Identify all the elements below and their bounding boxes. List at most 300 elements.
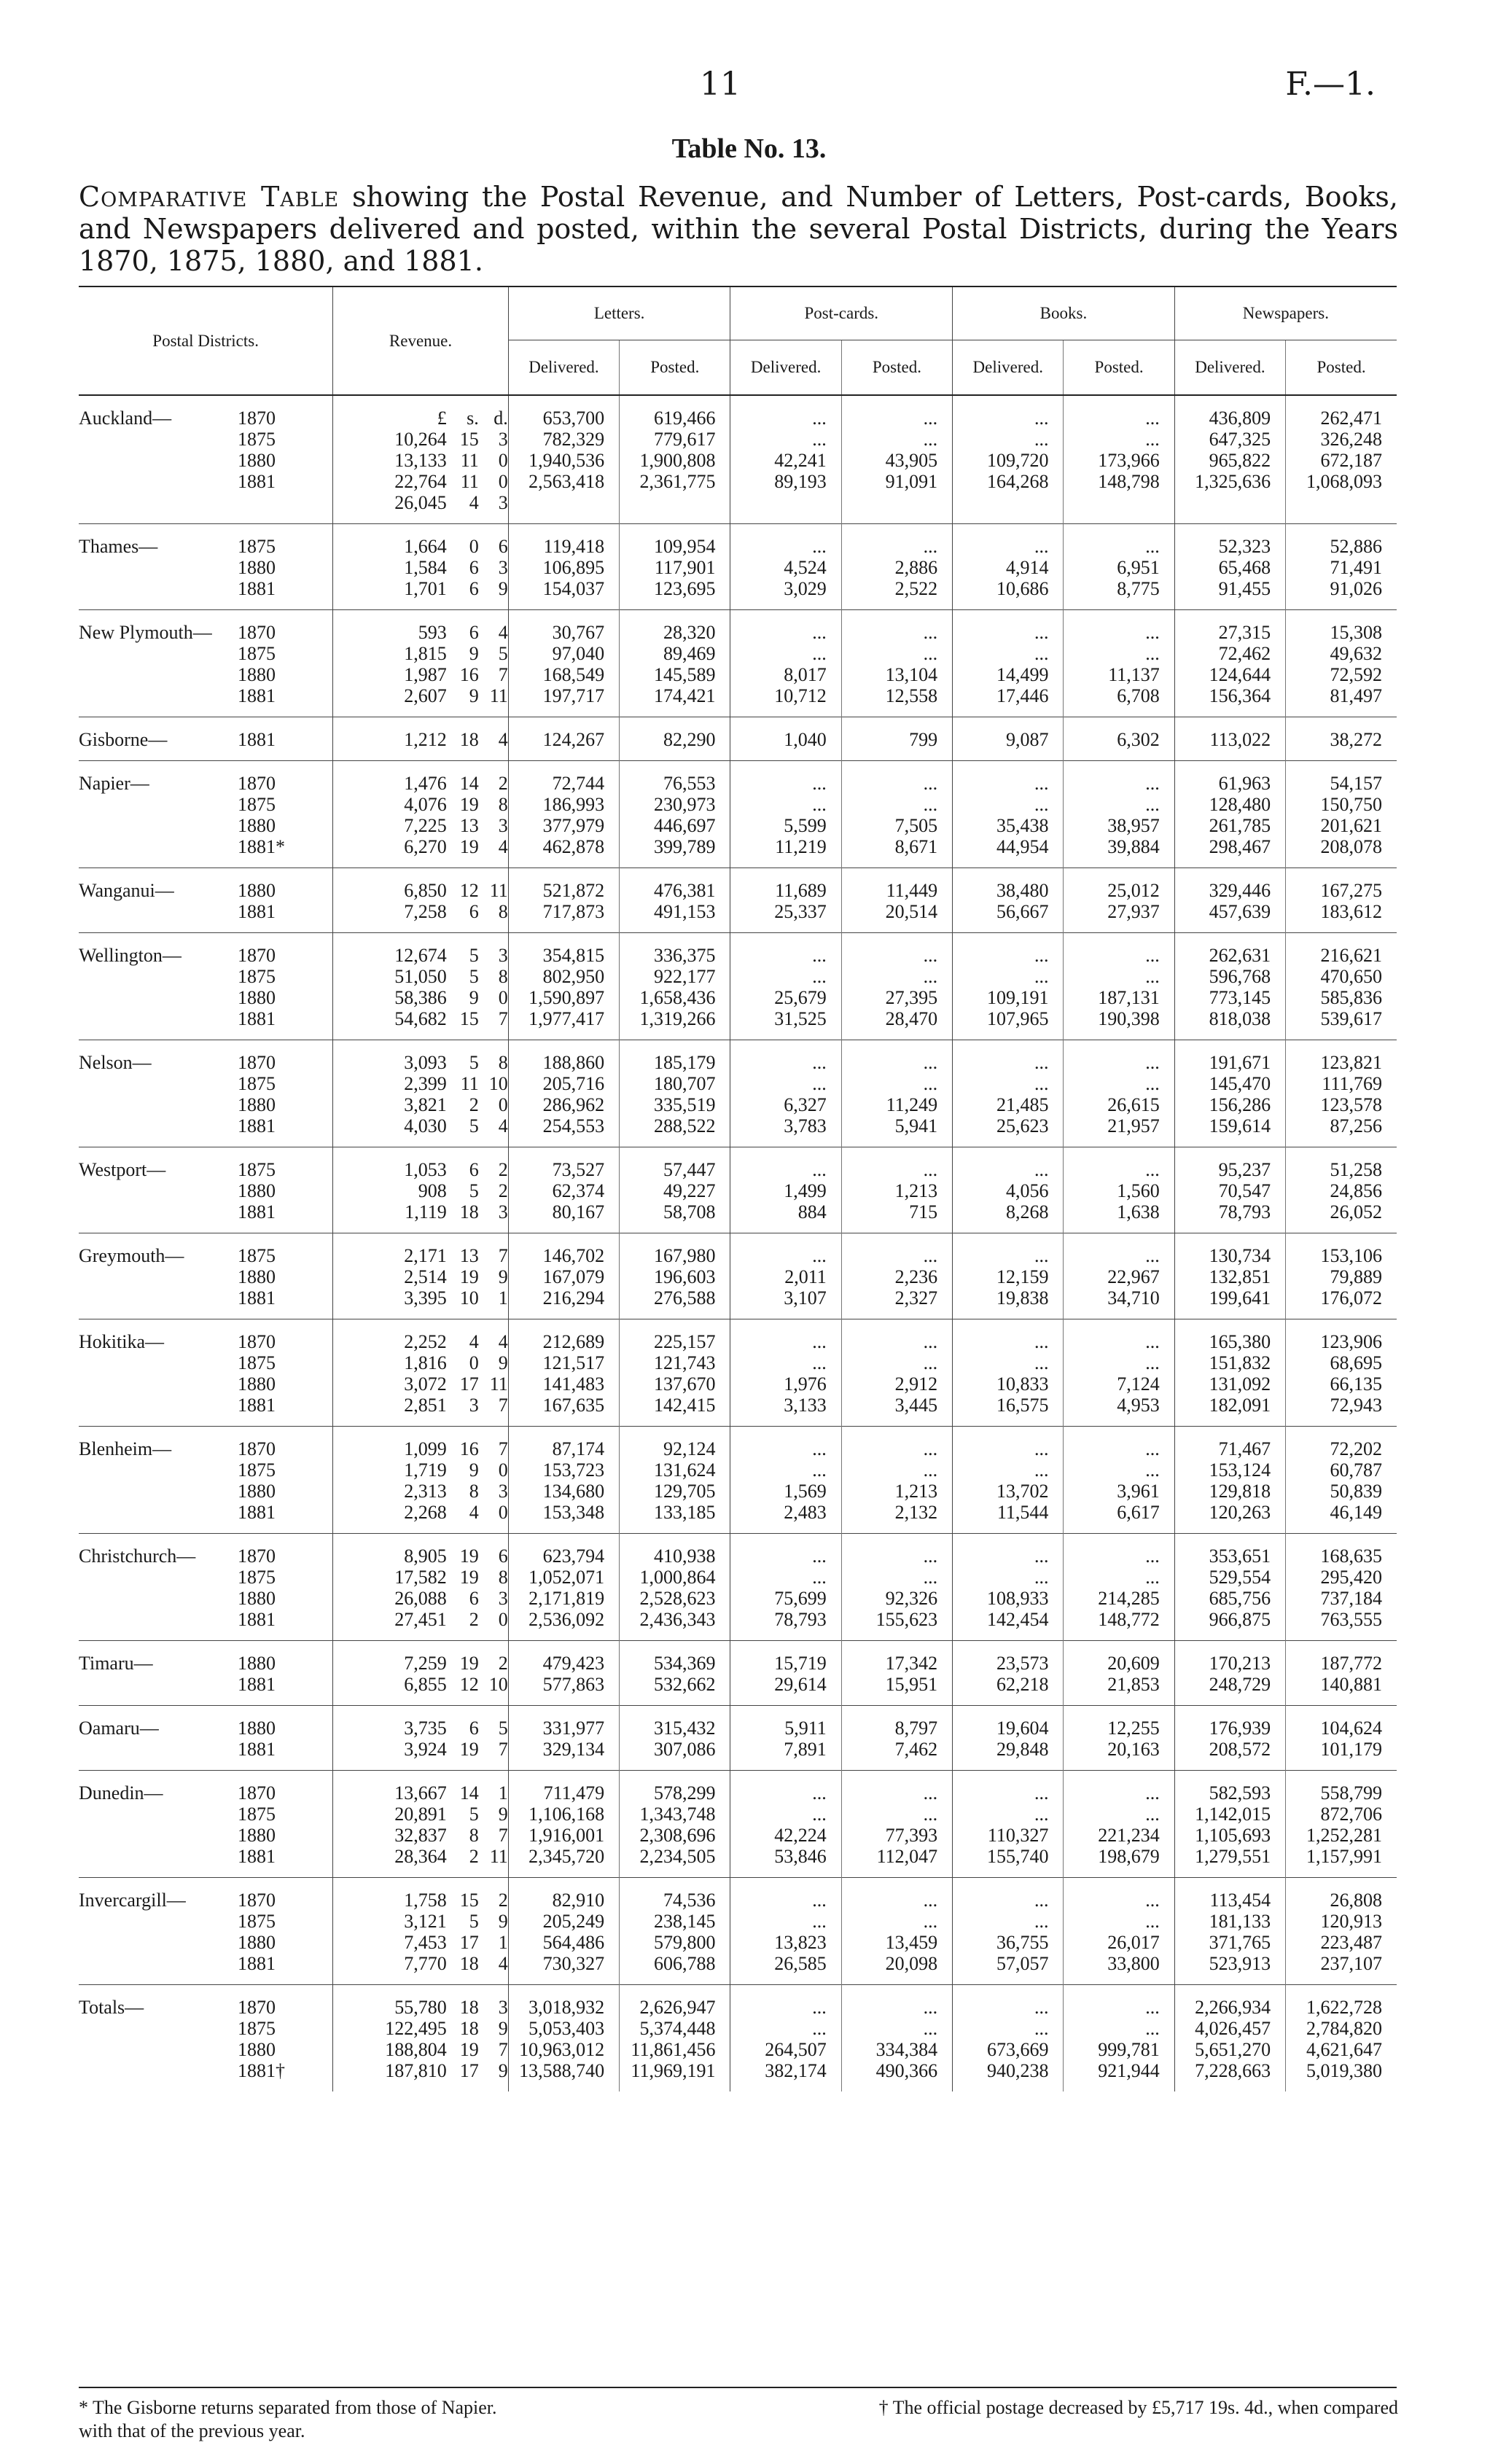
table-cell: 737,184 (1320, 1588, 1382, 1609)
table-cell: 113,454 (1209, 1890, 1271, 1911)
table-cell: 262,631 (1209, 945, 1271, 966)
table-cell: 142,415 (653, 1395, 716, 1416)
table-cell: 49,632 (1330, 643, 1382, 664)
table-cell: 19,838 (996, 1287, 1049, 1309)
table-cell: ... (1145, 643, 1160, 664)
year-label: 1880 (238, 557, 276, 578)
table-cell: ... (923, 1073, 938, 1094)
year-label: 1880 (238, 880, 276, 901)
currency-unit: s. (467, 408, 479, 429)
table-cell: ... (923, 1159, 938, 1180)
header-news-posted: Posted. (1286, 340, 1397, 396)
table-cell: 6,708 (1117, 685, 1160, 706)
table-cell: 38,480 (996, 880, 1049, 901)
table-row (79, 1878, 1397, 1985)
table-cell: 91,091 (885, 471, 938, 492)
header-newspapers: Newspapers. (1174, 286, 1397, 340)
table-cell: 5,911 (784, 1718, 827, 1739)
table-cell: 20,609 (1107, 1653, 1160, 1674)
table-cell: 479,423 (542, 1653, 605, 1674)
table-row (79, 1040, 1397, 1147)
revenue-value: 2,399 11 10 (404, 1073, 508, 1094)
table-cell: ... (1034, 1159, 1049, 1180)
table-cell: ... (812, 2018, 827, 2039)
year-label: 1881 (238, 1395, 276, 1416)
table-cell: 12,255 (1107, 1718, 1160, 1739)
table-cell: 470,650 (1320, 966, 1382, 987)
table-cell: ... (923, 1245, 938, 1266)
table-cell: ... (1145, 1159, 1160, 1180)
header-postcards: Post-cards. (730, 286, 953, 340)
year-label: 1881 (238, 901, 276, 922)
table-cell: 111,769 (1322, 1073, 1382, 1094)
table-cell: ... (923, 966, 938, 987)
table-cell: ... (923, 2018, 938, 2039)
table-cell: 1,052,071 (528, 1567, 605, 1588)
table-cell: 117,901 (654, 557, 716, 578)
table-cell: 11,137 (1108, 664, 1160, 685)
revenue-value: 187,810 17 9 (385, 2060, 508, 2081)
table-cell: 521,872 (542, 880, 605, 901)
table-cell: 462,878 (542, 836, 605, 857)
table-cell: 457,639 (1209, 901, 1271, 922)
revenue-value: 3,735 6 5 (404, 1718, 508, 1739)
revenue-value: 4,076 19 8 (404, 794, 508, 815)
table-cell: 27,315 (1218, 622, 1271, 643)
table-cell: 6,617 (1117, 1502, 1160, 1523)
table-cell: 6,951 (1117, 557, 1160, 578)
table-cell: 191,671 (1209, 1052, 1271, 1073)
table-cell: 3,783 (784, 1115, 827, 1137)
table-cell: 1,040 (784, 729, 827, 750)
table-cell: 25,679 (774, 987, 827, 1008)
year-label: 1880 (238, 987, 276, 1008)
year-label: 1875 (238, 794, 276, 815)
page-number: 11 (700, 66, 741, 103)
table-cell: 921,944 (1098, 2060, 1160, 2081)
header-books-delivered: Delivered. (953, 340, 1064, 396)
table-cell: 5,053,403 (528, 2018, 605, 2039)
table-cell: 2,132 (894, 1502, 938, 1523)
table-cell: 717,873 (542, 901, 605, 922)
table-cell: 276,588 (653, 1287, 716, 1309)
year-label: 1875 (238, 536, 276, 557)
year-label: 1881 (238, 1846, 276, 1867)
table-cell: 2,234,505 (639, 1846, 716, 1867)
table-cell: 1,000,864 (639, 1567, 716, 1588)
table-cell: 43,905 (885, 450, 938, 471)
table-cell: 205,249 (542, 1911, 605, 1932)
table-cell: 13,459 (885, 1932, 938, 1953)
table-cell: ... (1034, 966, 1049, 987)
revenue-value: 20,891 5 9 (394, 1804, 508, 1825)
table-cell: ... (812, 1890, 827, 1911)
table-cell: 4,524 (784, 557, 827, 578)
table-cell: 326,248 (1320, 429, 1382, 450)
table-cell: 187,772 (1320, 1653, 1382, 1674)
revenue-value: 1,584 6 3 (404, 557, 508, 578)
table-cell: 26,052 (1330, 1201, 1382, 1223)
table-cell: 21,485 (996, 1094, 1049, 1115)
table-cell: 109,191 (986, 987, 1049, 1008)
year-label: 1870 (238, 1782, 276, 1804)
table-cell: 145,470 (1209, 1073, 1271, 1094)
table-row (79, 1427, 1397, 1534)
table-cell: 558,799 (1320, 1782, 1382, 1804)
table-cell: ... (1145, 622, 1160, 643)
table-cell: 8,017 (784, 664, 827, 685)
table-cell: 818,038 (1209, 1008, 1271, 1029)
revenue-value: 2,171 13 7 (404, 1245, 508, 1266)
table-cell: 72,202 (1330, 1438, 1382, 1459)
district-name: Wanganui— (79, 880, 174, 901)
table-cell: 82,910 (552, 1890, 605, 1911)
revenue-value: 55,780 18 3 (394, 1997, 508, 2018)
revenue-value: 4,030 5 4 (404, 1115, 508, 1137)
table-cell: 151,832 (1209, 1352, 1271, 1373)
district-group (79, 1040, 1397, 1147)
year-label: 1881 (238, 1201, 276, 1223)
revenue-value: 1,212 18 4 (404, 729, 508, 750)
table-cell: 606,788 (653, 1953, 716, 1974)
table-cell: 91,455 (1218, 578, 1271, 599)
table-cell: 1,157,991 (1306, 1846, 1382, 1867)
table-cell: 11,249 (886, 1094, 938, 1115)
table-cell: 134,680 (542, 1481, 605, 1502)
table-cell: 596,768 (1209, 966, 1271, 987)
table-cell: 10,833 (996, 1373, 1049, 1395)
revenue-value: 1,815 9 5 (404, 643, 508, 664)
table-cell: 92,124 (663, 1438, 716, 1459)
table-cell: 123,578 (1320, 1094, 1382, 1115)
table-cell: ... (1034, 1352, 1049, 1373)
table-cell: 13,104 (885, 664, 938, 685)
table-cell: 13,588,740 (519, 2060, 605, 2081)
year-label: 1880 (238, 1588, 276, 1609)
table-cell: 77,393 (885, 1825, 938, 1846)
table-cell: ... (1145, 945, 1160, 966)
table-cell: 329,446 (1209, 880, 1271, 901)
year-label: 1870 (238, 1331, 276, 1352)
table-cell: 185,179 (653, 1052, 716, 1073)
revenue-value: 1,719 9 0 (404, 1459, 508, 1481)
table-cell: 315,432 (653, 1718, 716, 1739)
table-cell: 532,662 (653, 1674, 716, 1695)
district-group (79, 761, 1397, 868)
table-cell: 799 (909, 729, 938, 750)
table-cell: 582,593 (1209, 1782, 1271, 1804)
district-name: Auckland— (79, 408, 172, 429)
table-cell: 81,497 (1330, 685, 1382, 706)
year-label: 1880 (238, 1481, 276, 1502)
table-cell: 208,078 (1320, 836, 1382, 857)
table-cell: ... (1034, 1245, 1049, 1266)
table-cell: 92,326 (885, 1588, 938, 1609)
table-cell: 165,380 (1209, 1331, 1271, 1352)
table-cell: ... (812, 945, 827, 966)
table-cell: ... (1034, 1890, 1049, 1911)
table-cell: 181,133 (1209, 1911, 1271, 1932)
table-cell: ... (1145, 1438, 1160, 1459)
table-cell: 335,519 (653, 1094, 716, 1115)
district-name: Wellington— (79, 945, 182, 966)
table-cell: 148,798 (1098, 471, 1160, 492)
header-letters: Letters. (508, 286, 730, 340)
year-label: 1880 (238, 1718, 276, 1739)
table-cell: ... (1034, 1567, 1049, 1588)
revenue-value: 1,664 0 6 (404, 536, 508, 557)
table-cell: 11,969,191 (631, 2060, 716, 2081)
table-bottom-rule (79, 2387, 1397, 2388)
table-cell: ... (923, 1911, 938, 1932)
table-cell: 183,612 (1320, 901, 1382, 922)
table-cell: 150,750 (1320, 794, 1382, 815)
table-cell: 29,614 (774, 1674, 827, 1695)
table-cell: 68,695 (1330, 1352, 1382, 1373)
table-cell: 16,575 (996, 1395, 1049, 1416)
table-row (79, 1771, 1397, 1878)
table-cell: 585,836 (1320, 987, 1382, 1008)
table-cell: ... (812, 536, 827, 557)
year-label: 1870 (238, 408, 276, 429)
table-cell: 15,951 (885, 1674, 938, 1695)
table-cell: ... (1145, 794, 1160, 815)
year-label: 1875 (238, 1567, 276, 1588)
year-label: 1881 (238, 685, 276, 706)
table-cell: ... (1145, 1073, 1160, 1094)
district-group (79, 395, 1397, 524)
table-cell: 12,558 (885, 685, 938, 706)
table-cell: 1,560 (1117, 1180, 1160, 1201)
revenue-value: 908 5 2 (418, 1180, 508, 1201)
year-label: 1881 (238, 1953, 276, 1974)
table-cell: 22,967 (1107, 1266, 1160, 1287)
table-cell: 1,319,266 (639, 1008, 716, 1029)
revenue-value: 3,395 10 1 (404, 1287, 508, 1309)
table-cell: 35,438 (996, 815, 1049, 836)
table-title: Table No. 13. (671, 133, 827, 164)
table-cell: 187,131 (1098, 987, 1160, 1008)
table-cell: 11,219 (775, 836, 827, 857)
table-cell: 62,218 (996, 1674, 1049, 1695)
table-cell: 119,418 (543, 536, 605, 557)
table-cell: 27,395 (885, 987, 938, 1008)
revenue-value: 3,093 5 8 (404, 1052, 508, 1073)
currency-unit: d. (494, 408, 508, 429)
district-group (79, 1878, 1397, 1985)
table-cell: 29,848 (996, 1739, 1049, 1760)
table-cell: 2,436,343 (639, 1609, 716, 1630)
table-cell: 264,507 (765, 2039, 827, 2060)
table-cell: 109,954 (653, 536, 716, 557)
district-group (79, 1319, 1397, 1427)
table-cell: 13,702 (996, 1481, 1049, 1502)
table-cell: 71,467 (1218, 1438, 1271, 1459)
table-cell: 124,267 (542, 729, 605, 750)
table-cell: 763,555 (1320, 1609, 1382, 1630)
table-cell: 1,252,281 (1306, 1825, 1382, 1846)
table-cell: 1,213 (894, 1481, 938, 1502)
revenue-value: 3,121 5 9 (404, 1911, 508, 1932)
revenue-value: 26,088 6 3 (394, 1588, 508, 1609)
table-cell: 58,708 (663, 1201, 716, 1223)
year-label: 1880 (238, 2039, 276, 2060)
district-group (79, 1706, 1397, 1771)
table-cell: 715 (909, 1201, 938, 1223)
table-cell: 1,638 (1117, 1201, 1160, 1223)
table-cell: 113,022 (1209, 729, 1271, 750)
table-cell: ... (1034, 1459, 1049, 1481)
table-cell: 523,913 (1209, 1953, 1271, 1974)
table-cell: 382,174 (765, 2060, 827, 2081)
table-cell: ... (1145, 1052, 1160, 1073)
year-label: 1881 (238, 471, 276, 492)
footnote-dagger: † The official postage decreased by £5,717 19s. 4d., when compared (878, 2397, 1398, 2418)
year-label: 1875 (238, 1159, 276, 1180)
table-row (79, 524, 1397, 610)
table-cell: 1,105,693 (1195, 1825, 1271, 1846)
table-cell: 74,536 (663, 1890, 716, 1911)
table-cell: 87,174 (552, 1438, 605, 1459)
district-name: Oamaru— (79, 1718, 159, 1739)
table-cell: ... (1145, 1545, 1160, 1567)
revenue-value: 6,850 12 11 (404, 880, 508, 901)
table-cell: 19,604 (996, 1718, 1049, 1739)
table-cell: 14,499 (996, 664, 1049, 685)
district-group (79, 1534, 1397, 1641)
table-cell: 11,449 (886, 880, 938, 901)
header-news-delivered: Delivered. (1174, 340, 1285, 396)
table-cell: 5,374,448 (639, 2018, 716, 2039)
table-cell: ... (923, 1804, 938, 1825)
header-letters-posted: Posted. (620, 340, 730, 396)
table-cell: ... (923, 1782, 938, 1804)
table-cell: ... (1145, 966, 1160, 987)
revenue-value: 1,987 16 7 (404, 664, 508, 685)
table-cell: 89,469 (663, 643, 716, 664)
revenue-value: 58,386 9 0 (394, 987, 508, 1008)
district-group (79, 1985, 1397, 2092)
table-cell: 1,976 (784, 1373, 827, 1395)
table-cell: 410,938 (653, 1545, 716, 1567)
table-cell: ... (1034, 1545, 1049, 1567)
table-cell: ... (1145, 1331, 1160, 1352)
table-cell: 95,237 (1218, 1159, 1271, 1180)
table-cell: ... (1034, 1997, 1049, 2018)
table-cell: ... (1034, 1052, 1049, 1073)
revenue-value: 3,821 2 0 (404, 1094, 508, 1115)
table-cell: ... (1034, 1331, 1049, 1352)
table-cell: 60,787 (1330, 1459, 1382, 1481)
table-cell: 28,320 (663, 622, 716, 643)
table-cell: ... (1034, 1438, 1049, 1459)
table-cell: 112,047 (876, 1846, 938, 1867)
table-cell: 91,026 (1330, 578, 1382, 599)
table-cell: 672,187 (1320, 450, 1382, 471)
table-cell: ... (923, 1052, 938, 1073)
year-label: 1875 (238, 429, 276, 450)
table-cell: 31,525 (774, 1008, 827, 1029)
table-cell: 121,517 (542, 1352, 605, 1373)
table-cell: 1,977,417 (528, 1008, 605, 1029)
table-cell: ... (812, 1459, 827, 1481)
table-cell: 564,486 (542, 1932, 605, 1953)
table-cell: 4,914 (1005, 557, 1049, 578)
table-cell: 2,308,696 (639, 1825, 716, 1846)
table-cell: 261,785 (1209, 815, 1271, 836)
table-cell: 476,381 (653, 880, 716, 901)
table-cell: ... (1034, 643, 1049, 664)
district-group (79, 933, 1397, 1040)
table-cell: 331,977 (542, 1718, 605, 1739)
table-cell: 123,821 (1320, 1052, 1382, 1073)
table-cell: 2,236 (894, 1266, 938, 1287)
table-cell: 11,861,456 (631, 2039, 716, 2060)
table-cell: 39,884 (1107, 836, 1160, 857)
table-cell: 7,124 (1117, 1373, 1160, 1395)
year-label: 1881 (238, 1674, 276, 1695)
table-cell: ... (812, 1052, 827, 1073)
table-cell: 6,327 (784, 1094, 827, 1115)
header-letters-delivered: Delivered. (508, 340, 619, 396)
table-cell: ... (812, 1782, 827, 1804)
table-row (79, 1985, 1397, 2092)
table-row (79, 395, 1397, 524)
table-cell: ... (812, 1159, 827, 1180)
table-cell: 4,056 (1005, 1180, 1049, 1201)
table-cell: ... (1145, 1997, 1160, 2018)
table-cell: 24,856 (1330, 1180, 1382, 1201)
table-cell: 1,499 (784, 1180, 827, 1201)
table-cell: 802,950 (542, 966, 605, 987)
year-label: 1880 (238, 815, 276, 836)
table-cell: 176,939 (1209, 1718, 1271, 1739)
table-cell: 5,019,380 (1306, 2060, 1382, 2081)
table-cell: 167,980 (653, 1245, 716, 1266)
table-cell: 2,536,092 (528, 1609, 605, 1630)
table-cell: 1,658,436 (639, 987, 716, 1008)
table-cell: ... (1145, 429, 1160, 450)
table-cell: 336,375 (653, 945, 716, 966)
table-cell: ... (1034, 408, 1049, 429)
table-cell: 4,621,647 (1306, 2039, 1382, 2060)
table-cell: 65,468 (1218, 557, 1271, 578)
table-cell: 87,256 (1330, 1115, 1382, 1137)
district-name: Greymouth— (79, 1245, 184, 1266)
table-cell: 56,667 (996, 901, 1049, 922)
table-cell: 2,345,720 (528, 1846, 605, 1867)
revenue-value: 28,364 2 11 (394, 1846, 508, 1867)
revenue-value: 13,667 14 1 (394, 1782, 508, 1804)
table-cell: 6,302 (1117, 729, 1160, 750)
table-cell: ... (923, 1438, 938, 1459)
table-cell: 490,366 (875, 2060, 938, 2081)
revenue-value: 593 6 4 (418, 622, 508, 643)
revenue-value: 22,764 11 0 (394, 471, 508, 492)
table-cell: 711,479 (543, 1782, 605, 1804)
table-cell: 26,808 (1330, 1890, 1382, 1911)
table-cell: ... (1034, 945, 1049, 966)
table-cell: 70,547 (1218, 1180, 1271, 1201)
revenue-value: 7,453 17 1 (404, 1932, 508, 1953)
year-label: 1880 (238, 1094, 276, 1115)
table-cell: 1,343,748 (639, 1804, 716, 1825)
table-cell: 79,889 (1330, 1266, 1382, 1287)
table-cell: 8,775 (1117, 578, 1160, 599)
table-cell: 110,327 (987, 1825, 1049, 1846)
year-label: 1870 (238, 945, 276, 966)
table-row (79, 1706, 1397, 1771)
